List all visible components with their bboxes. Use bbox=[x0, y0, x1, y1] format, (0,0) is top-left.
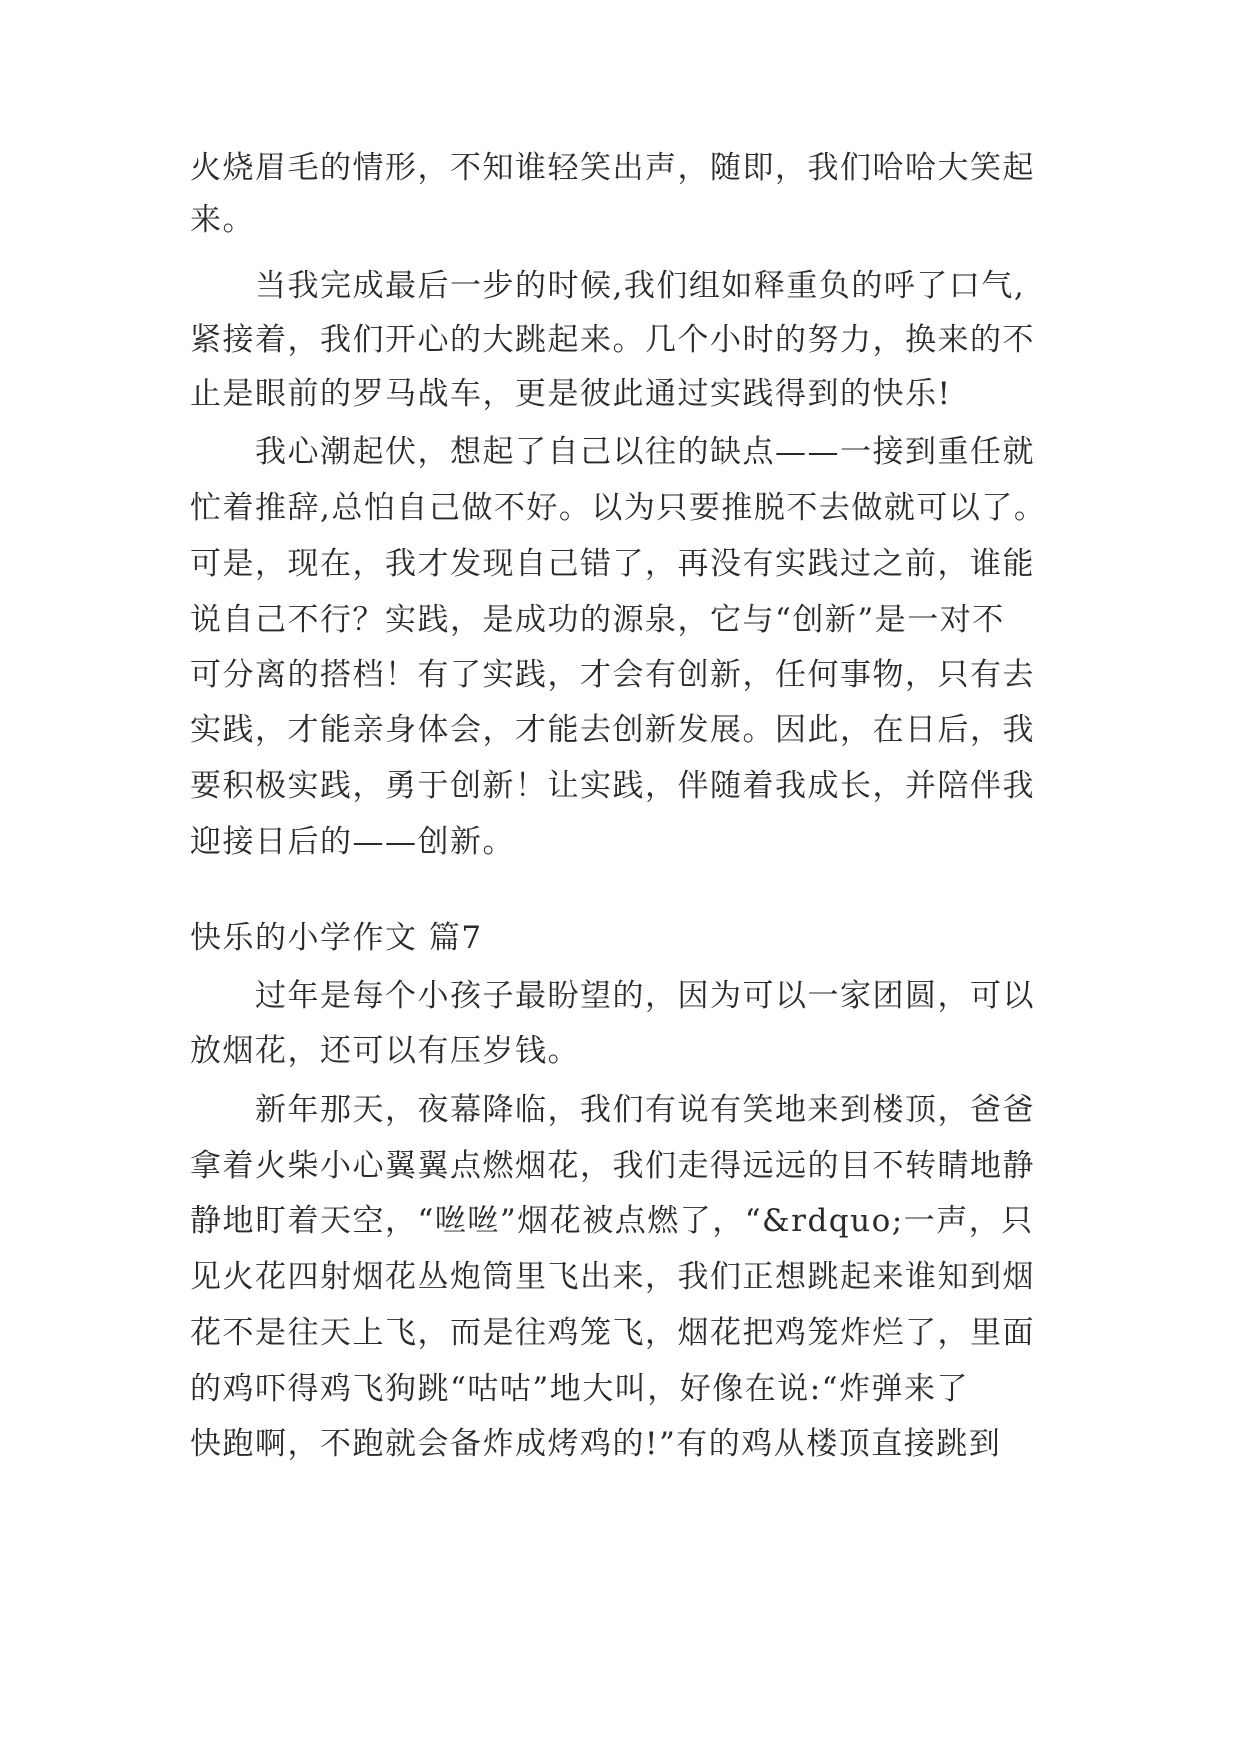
text-line: 拿着火柴小心翼翼点燃烟花，我们走得远远的目不转睛地静 bbox=[190, 1148, 1035, 1184]
text-line: 火烧眉毛的情形，不知谁轻笑出声，随即，我们哈哈大笑起 bbox=[190, 150, 1035, 186]
text-line: 紧接着，我们开心的大跳起来。几个小时的努力，换来的不 bbox=[190, 322, 1035, 358]
text-line: 当我完成最后一步的时候,我们组如释重负的呼了口气, bbox=[190, 268, 1026, 304]
text-line: 可分离的搭档！有了实践，才会有创新，任何事物，只有去 bbox=[190, 657, 1035, 693]
text-line: 花不是往天上飞，而是往鸡笼飞，烟花把鸡笼炸烂了，里面 bbox=[190, 1315, 1035, 1351]
text-line: 要积极实践，勇于创新！让实践，伴随着我成长，并陪伴我 bbox=[190, 768, 1035, 804]
section-heading: 快乐的小学作文 篇7 bbox=[190, 920, 483, 956]
text-line: 可是，现在，我才发现自己错了，再没有实践过之前，谁能 bbox=[190, 546, 1035, 582]
text-line: 放烟花，还可以有压岁钱。 bbox=[190, 1033, 580, 1069]
text-line: 快跑啊，不跑就会备炸成烤鸡的!”有的鸡从楼顶直接跳到 bbox=[190, 1426, 1002, 1462]
text-line: 的鸡吓得鸡飞狗跳“咕咕”地大叫，好像在说:“炸弹来了 bbox=[190, 1371, 969, 1407]
text-line: 迎接日后的——创新。 bbox=[190, 824, 515, 860]
text-line: 忙着推辞,总怕自己做不好。以为只要推脱不去做就可以了。 bbox=[190, 490, 1047, 526]
text-line: 实践，才能亲身体会，才能去创新发展。因此，在日后，我 bbox=[190, 712, 1035, 748]
text-line: 说自己不行？实践，是成功的源泉，它与“创新”是一对不 bbox=[190, 602, 1005, 638]
text-line: 静地盯着天空，“咝咝”烟花被点燃了，“&rdquo;一声，只 bbox=[190, 1203, 1034, 1239]
text-line: 来。 bbox=[190, 202, 255, 238]
text-line: 新年那天，夜幕降临，我们有说有笑地来到楼顶，爸爸 bbox=[190, 1092, 1035, 1128]
text-line: 见火花四射烟花丛炮筒里飞出来，我们正想跳起来谁知到烟 bbox=[190, 1259, 1035, 1295]
text-line: 止是眼前的罗马战车，更是彼此通过实践得到的快乐! bbox=[190, 376, 952, 412]
text-line: 过年是每个小孩子最盼望的，因为可以一家团圆，可以 bbox=[190, 978, 1035, 1014]
text-line: 我心潮起伏，想起了自己以往的缺点——一接到重任就 bbox=[190, 434, 1035, 470]
